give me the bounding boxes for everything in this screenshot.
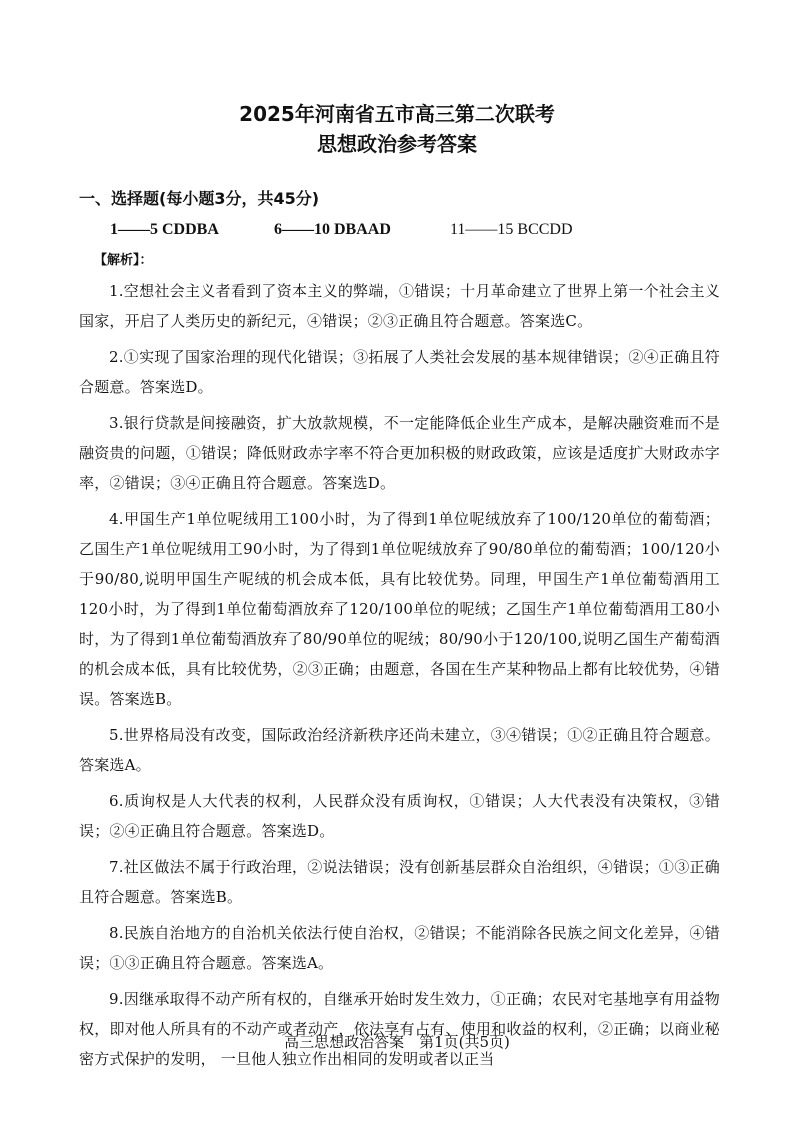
explanation-8: 8.民族自治地方的自治机关依法行使自治权，②错误；不能消除各民族之间文化差异，④错误；①③正确且符合题意。答案选A。	[79, 924, 720, 972]
section-heading: 一、选择题(每小题3分，共45分)	[79, 189, 320, 208]
explanation-1: 1.空想社会主义者看到了资本主义的弊端，①错误；十月革命建立了世界上第一个社会主义国家，开启了人类历史的新纪元，④错误；②③正确且符合题意。答案选C。	[79, 282, 720, 330]
explanation-4: 4.甲国生产1单位呢绒用工100小时，为了得到1单位呢绒放弃了100/120单位的葡萄酒；乙国生产1单位呢绒用工90小时，为了得到1单位呢绒放弃了90/80单位的葡萄酒；100/120小于90/80,说明甲国生产呢绒的机会成本低，具有比较优势。同理，甲国生产1单位葡萄酒用工120小时，为了得到1单位葡萄酒放弃了120/100单位的呢绒；乙国生产1单位葡萄酒用工80小时，为了得到1单位葡萄酒放弃了80/90单位的呢绒；80/90小于120/100,说明乙国生产葡萄酒的机会成本低，具有比较优势，②③正确；由题意，各国在生产某种物品上都有比较优势，④错误。答案选B。	[79, 510, 720, 708]
explanation-2: 2.①实现了国家治理的现代化错误；③拓展了人类社会发展的基本规律错误；②④正确且符合题意。答案选D。	[79, 348, 720, 396]
explanation-9: 9.因继承取得不动产所有权的，自继承开始时发生效力，①正确；农民对宅基地享有用益物权，即对他人所具有的不动产或者动产，依法享有占有、使用和收益的权利，②正确；以商业秘密方式保护的发明， 一旦他人独立作出相同的发明或者以正当	[79, 990, 720, 1068]
answer-group-6-10: 6——10 DBAAD	[274, 221, 391, 238]
document-title: 2025年河南省五市高三第二次联考	[239, 102, 555, 126]
explanation-5: 5.世界格局没有改变，国际政治经济新秩序还尚未建立，③④错误；①②正确且符合题意。答案选A。	[79, 726, 720, 774]
explanation-3: 3.银行贷款是间接融资，扩大放款规模，不一定能降低企业生产成本，是解决融资难而不是融资贵的问题，①错误；降低财政赤字率不符合更加积极的财政政策，应该是适度扩大财政赤字率，②错误；③④正确且符合题意。答案选D。	[79, 414, 720, 492]
answer-key	[110, 220, 670, 240]
explanation-6: 6.质询权是人大代表的权利，人民群众没有质询权，①错误；人大代表没有决策权，③错误；②④正确且符合题意。答案选D。	[79, 792, 720, 840]
document-subtitle: 思想政治参考答案	[317, 132, 477, 156]
answer-group-1-5: 1——5 CDDBA	[110, 221, 219, 238]
explanation-7: 7.社区做法不属于行政治理，②说法错误；没有创新基层群众自治组织，④错误；①③正确且符合题意。答案选B。	[79, 858, 720, 906]
page-footer: 高三思想政治答案 第1页(共5页)	[284, 1033, 510, 1051]
explanations	[79, 276, 720, 1074]
answer-group-11-15: 11——15 BCCDD	[450, 221, 573, 238]
analysis-label: 【解析】：	[94, 253, 153, 268]
